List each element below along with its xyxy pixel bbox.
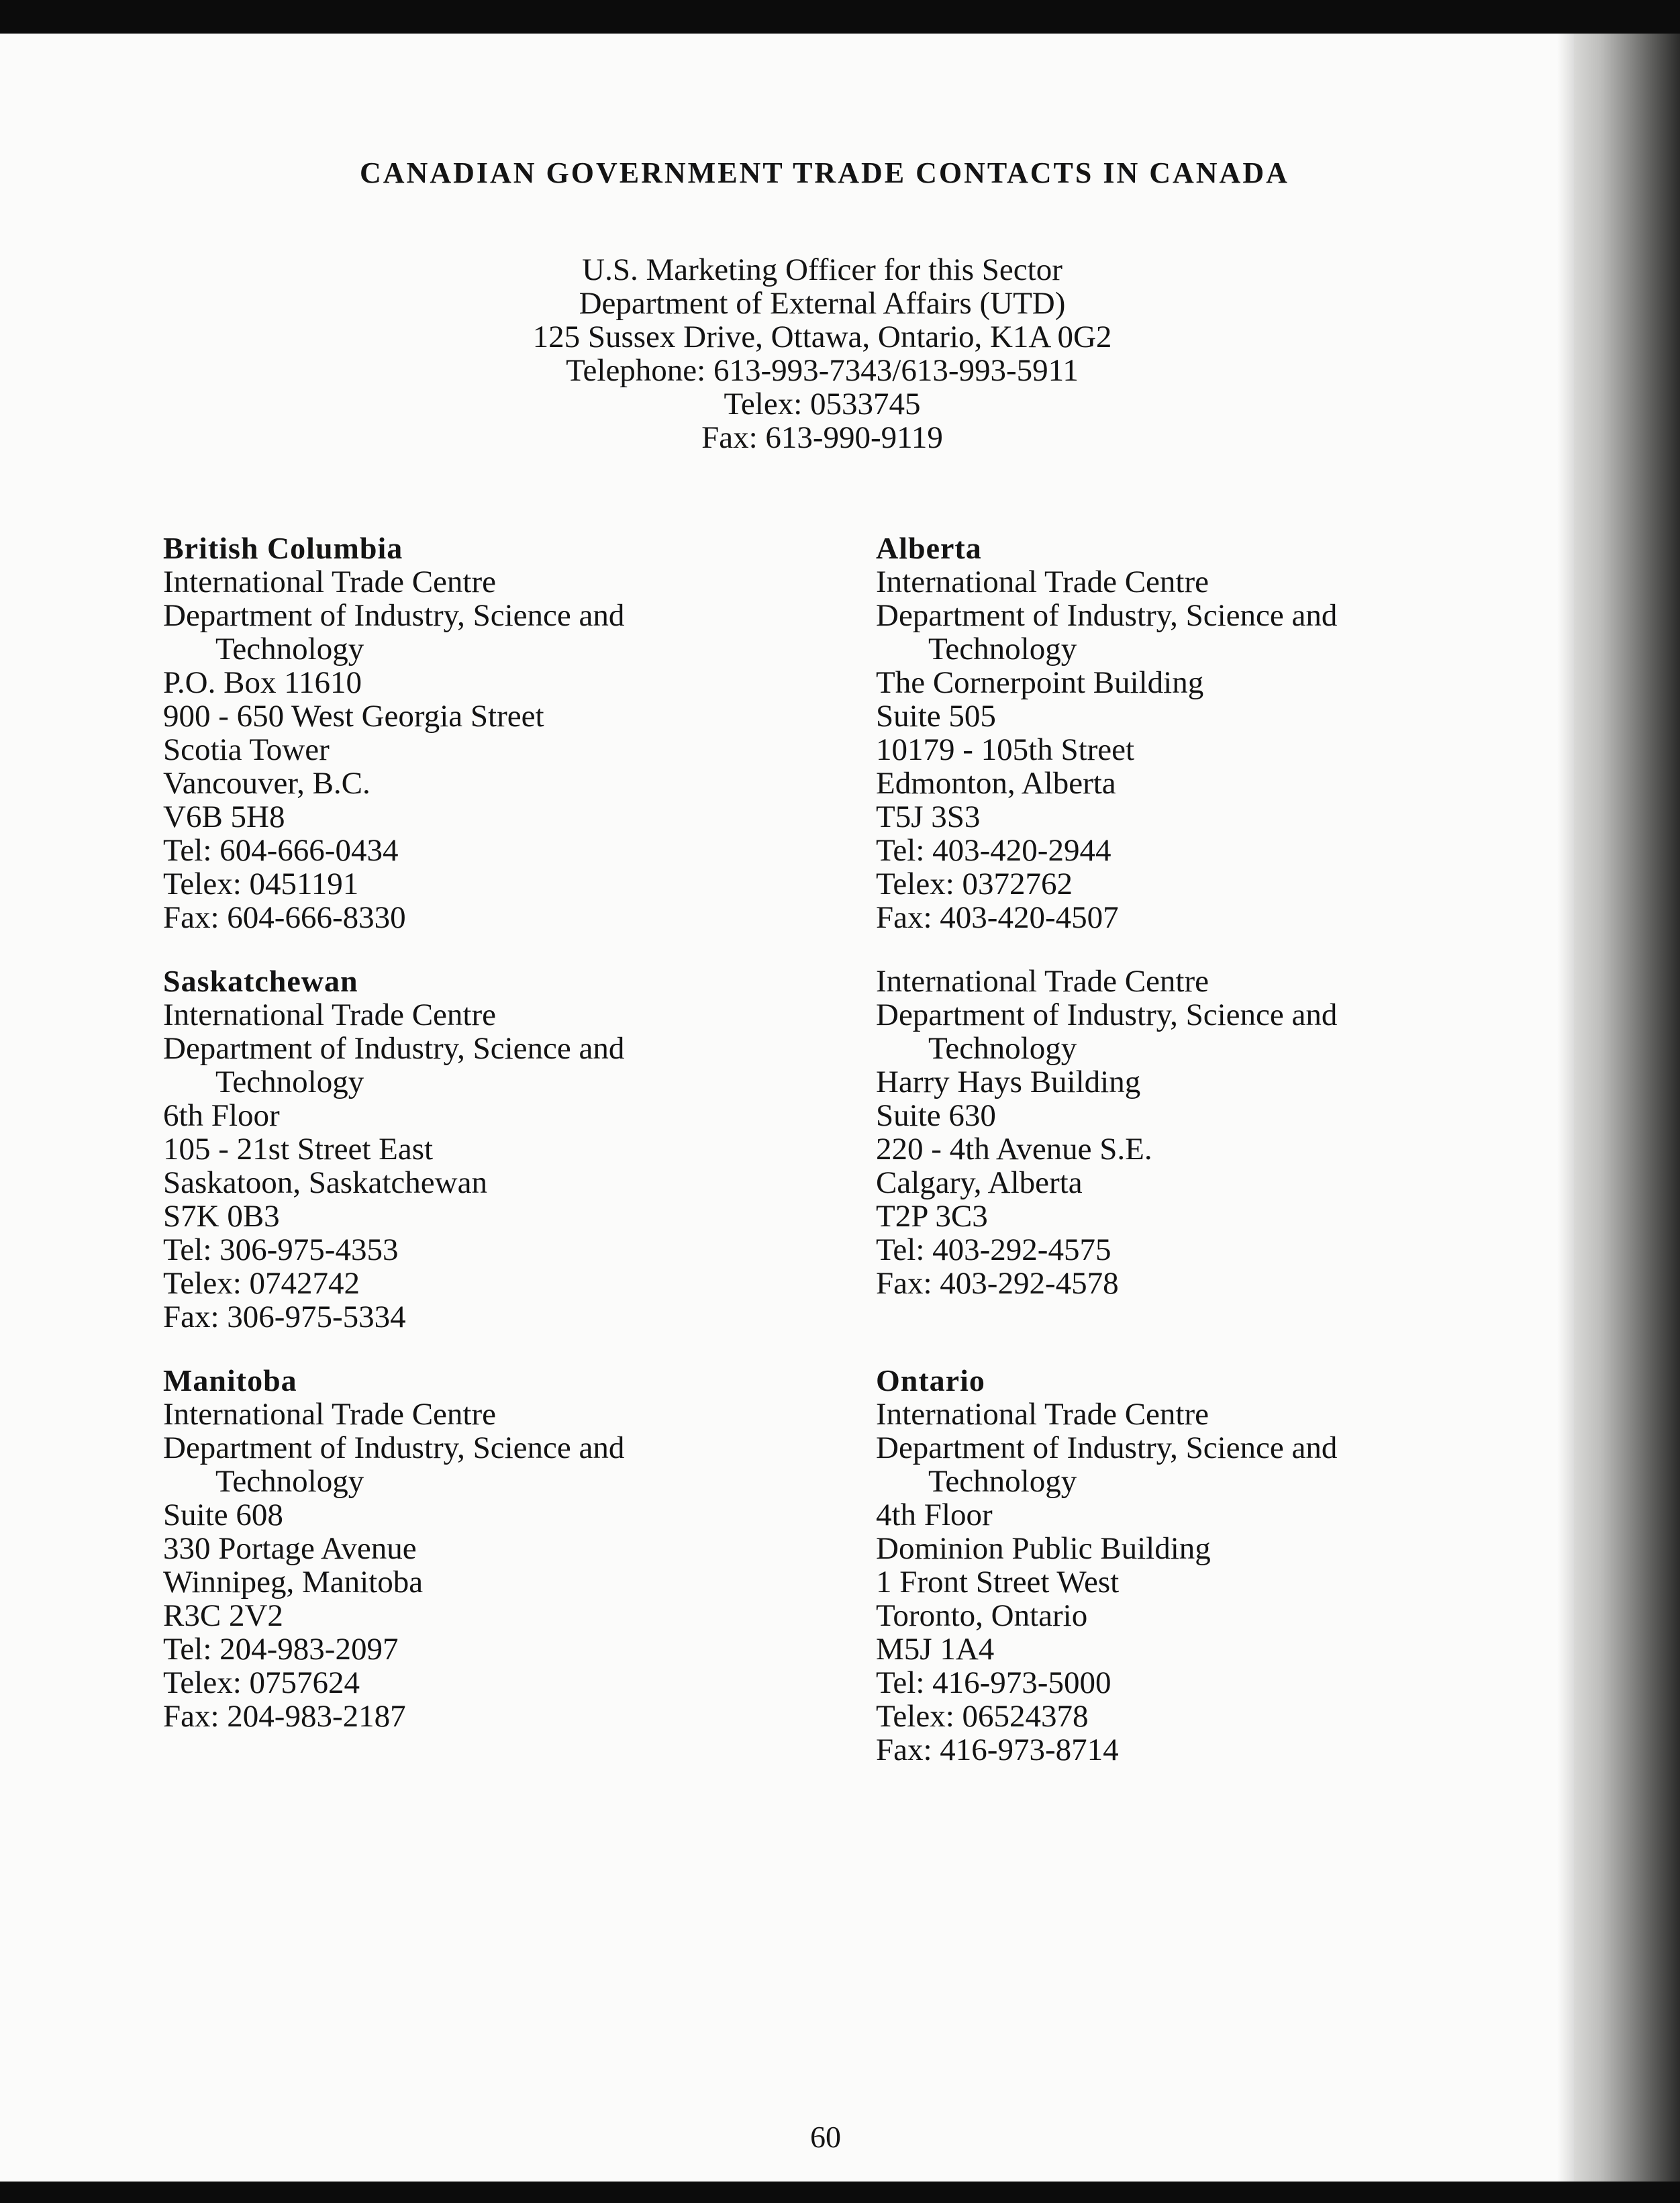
page-curl-shadow	[1557, 34, 1574, 2182]
contact-line: Technology	[215, 1464, 364, 1499]
contact-line: Toronto, Ontario	[876, 1598, 1088, 1633]
header-line: Telex: 0533745	[724, 387, 921, 422]
contact-line: 105 - 21st Street East	[163, 1132, 434, 1167]
contact-line: P.O. Box 11610	[163, 665, 362, 700]
contact-line: Department of Industry, Science and	[876, 1430, 1338, 1465]
header-line: 125 Sussex Drive, Ottawa, Ontario, K1A 0G2	[532, 320, 1112, 354]
contact-line: Department of Industry, Science and	[876, 598, 1338, 633]
contact-line: Tel: 204-983-2097	[163, 1632, 399, 1667]
header-line: Department of External Affairs (UTD)	[579, 286, 1066, 321]
contact-heading: Manitoba	[163, 1363, 297, 1398]
contact-line: Calgary, Alberta	[876, 1165, 1083, 1200]
contact-line: Department of Industry, Science and	[163, 1430, 625, 1465]
contact-line: S7K 0B3	[163, 1199, 280, 1234]
contact-line: 220 - 4th Avenue S.E.	[876, 1132, 1152, 1167]
contact-line: 10179 - 105th Street	[876, 732, 1135, 767]
contact-line: Harry Hays Building	[876, 1065, 1141, 1099]
contact-line: Scotia Tower	[163, 732, 330, 767]
contact-line: Technology	[928, 1031, 1077, 1066]
contact-line: V6B 5H8	[163, 799, 285, 834]
scan-bottom-border	[0, 2182, 1680, 2203]
contact-line: Department of Industry, Science and	[163, 598, 625, 633]
page-number: 60	[810, 2120, 841, 2154]
contact-alberta-edmonton	[876, 532, 1480, 934]
contact-line: Winnipeg, Manitoba	[163, 1565, 424, 1600]
header-line: U.S. Marketing Officer for this Sector	[582, 252, 1063, 287]
contact-line: Technology	[215, 1065, 364, 1099]
contact-line: Tel: 403-292-4575	[876, 1232, 1111, 1267]
contact-line: Technology	[215, 632, 364, 667]
header-line: Fax: 613-990-9119	[701, 420, 943, 455]
contact-line: Dominion Public Building	[876, 1531, 1211, 1566]
contact-line: Fax: 306-975-5334	[163, 1300, 406, 1334]
contact-line: Telex: 0451191	[163, 867, 359, 901]
contact-line: International Trade Centre	[163, 565, 496, 599]
contact-line: 330 Portage Avenue	[163, 1531, 417, 1566]
contact-line: International Trade Centre	[876, 964, 1209, 999]
contact-saskatchewan	[163, 965, 767, 1334]
contact-line: Edmonton, Alberta	[876, 766, 1116, 801]
contact-alberta-calgary	[876, 965, 1480, 1300]
contact-line: International Trade Centre	[163, 1397, 496, 1432]
contact-line: Department of Industry, Science and	[876, 997, 1338, 1032]
contact-line: Suite 505	[876, 699, 996, 734]
contact-line: Technology	[928, 632, 1077, 667]
contact-line: Fax: 403-292-4578	[876, 1266, 1119, 1301]
contact-line: Fax: 403-420-4507	[876, 900, 1119, 935]
contact-heading: Saskatchewan	[163, 964, 358, 998]
header-line: Telephone: 613-993-7343/613-993-5911	[566, 353, 1079, 388]
contact-line: Department of Industry, Science and	[163, 1031, 625, 1066]
contact-line: 1 Front Street West	[876, 1565, 1120, 1600]
contact-line: 4th Floor	[876, 1498, 993, 1532]
contact-line: The Cornerpoint Building	[876, 665, 1204, 700]
contact-line: T5J 3S3	[876, 799, 981, 834]
contact-manitoba	[163, 1364, 767, 1733]
contact-line: Telex: 0372762	[876, 867, 1073, 901]
scan-top-border	[0, 0, 1680, 34]
contact-line: Fax: 416-973-8714	[876, 1732, 1119, 1767]
contact-line: Telex: 0757624	[163, 1665, 360, 1700]
contact-line: Tel: 604-666-0434	[163, 833, 399, 868]
page-title: CANADIAN GOVERNMENT TRADE CONTACTS IN CANADA	[360, 156, 1289, 189]
contact-line: Saskatoon, Saskatchewan	[163, 1165, 487, 1200]
contact-line: Telex: 06524378	[876, 1699, 1089, 1734]
contact-line: Tel: 416-973-5000	[876, 1665, 1111, 1700]
contact-line: R3C 2V2	[163, 1598, 283, 1633]
contact-british-columbia	[163, 532, 767, 934]
contact-line: International Trade Centre	[876, 565, 1209, 599]
contact-ontario	[876, 1364, 1480, 1767]
contact-line: Technology	[928, 1464, 1077, 1499]
contact-line: T2P 3C3	[876, 1199, 988, 1234]
contact-line: Vancouver, B.C.	[163, 766, 370, 801]
contact-heading: Ontario	[876, 1363, 985, 1398]
contact-line: Suite 608	[163, 1498, 283, 1532]
contact-line: Tel: 306-975-4353	[163, 1232, 399, 1267]
contact-line: Fax: 204-983-2187	[163, 1699, 406, 1734]
contact-line: Telex: 0742742	[163, 1266, 360, 1301]
contact-line: Tel: 403-420-2944	[876, 833, 1111, 868]
contact-line: Fax: 604-666-8330	[163, 900, 406, 935]
contact-heading: British Columbia	[163, 531, 403, 565]
contact-line: International Trade Centre	[876, 1397, 1209, 1432]
contact-line: International Trade Centre	[163, 997, 496, 1032]
scan-right-edge	[1574, 34, 1680, 2182]
marketing-officer-block	[403, 253, 1242, 454]
contact-line: 6th Floor	[163, 1098, 280, 1133]
contact-line: 900 - 650 West Georgia Street	[163, 699, 544, 734]
contact-heading: Alberta	[876, 531, 982, 565]
contact-line: Suite 630	[876, 1098, 996, 1133]
contact-line: M5J 1A4	[876, 1632, 995, 1667]
